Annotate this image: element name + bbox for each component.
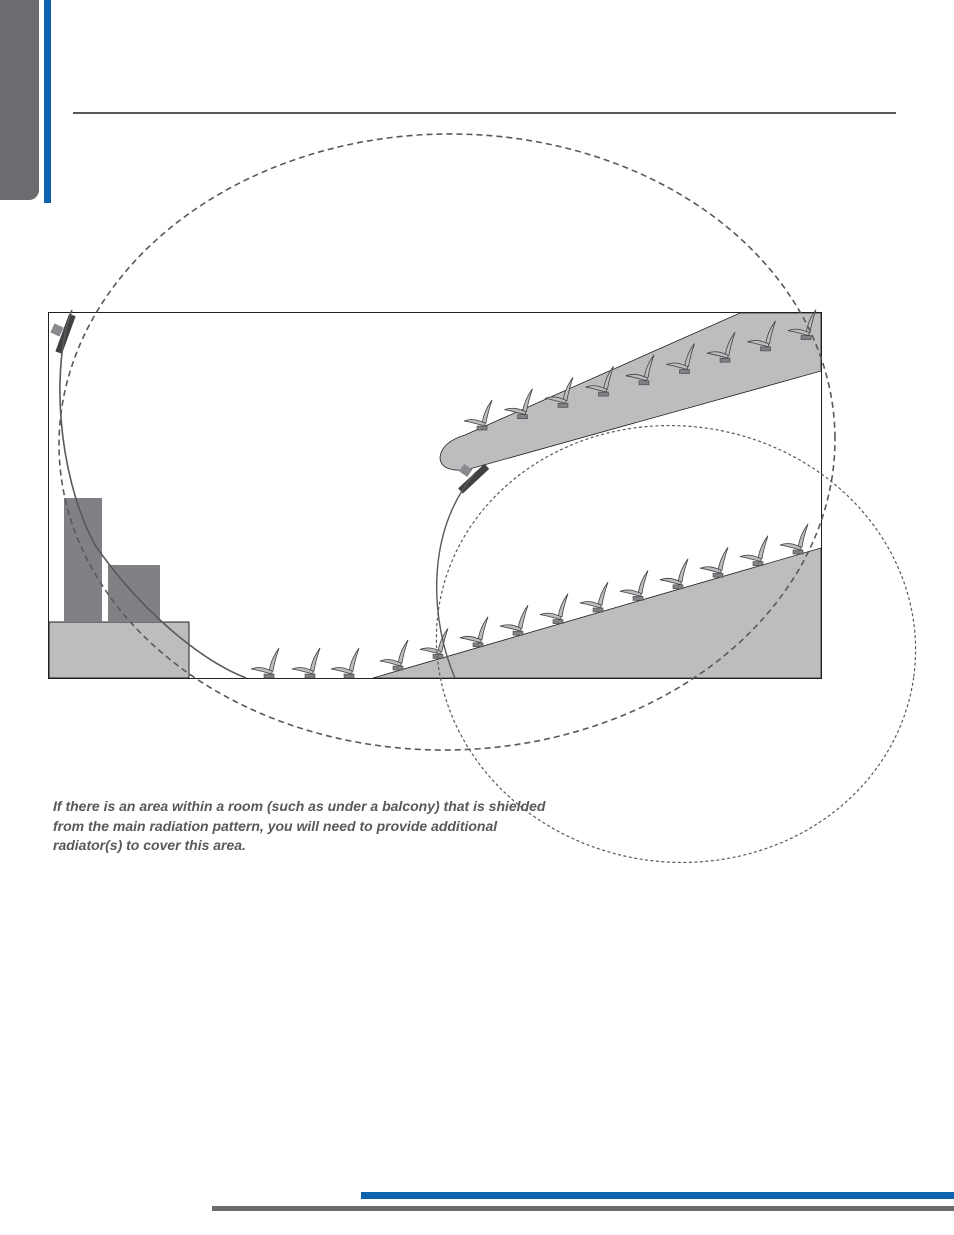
seat-icon <box>500 605 528 635</box>
seat-icon <box>620 570 648 600</box>
figure-caption <box>53 797 573 856</box>
seat-icon <box>660 559 688 589</box>
speaker-column-tall-icon <box>64 498 102 622</box>
stage <box>49 622 189 678</box>
seat-icon <box>292 648 320 678</box>
seat-icon <box>740 536 768 566</box>
caption-line-2: from the main radiation pattern, you will need to provide additional <box>53 817 498 834</box>
caption-line-3: radiator(s) to cover this area. <box>53 837 246 853</box>
seat-icon <box>331 648 359 678</box>
seat-icon <box>380 640 408 670</box>
seat-icon <box>460 617 488 647</box>
caption-line-1: If there is an area within a room (such as under a balcony) that is shielded <box>53 798 546 814</box>
footer-accent-bar <box>361 1192 954 1199</box>
seat-icon <box>540 594 568 624</box>
footer-rule <box>212 1206 954 1211</box>
seat-icon <box>580 582 608 612</box>
balcony <box>440 313 821 470</box>
seat-icon <box>780 524 808 554</box>
seat-icon <box>251 648 279 678</box>
seat-icon <box>700 547 728 577</box>
